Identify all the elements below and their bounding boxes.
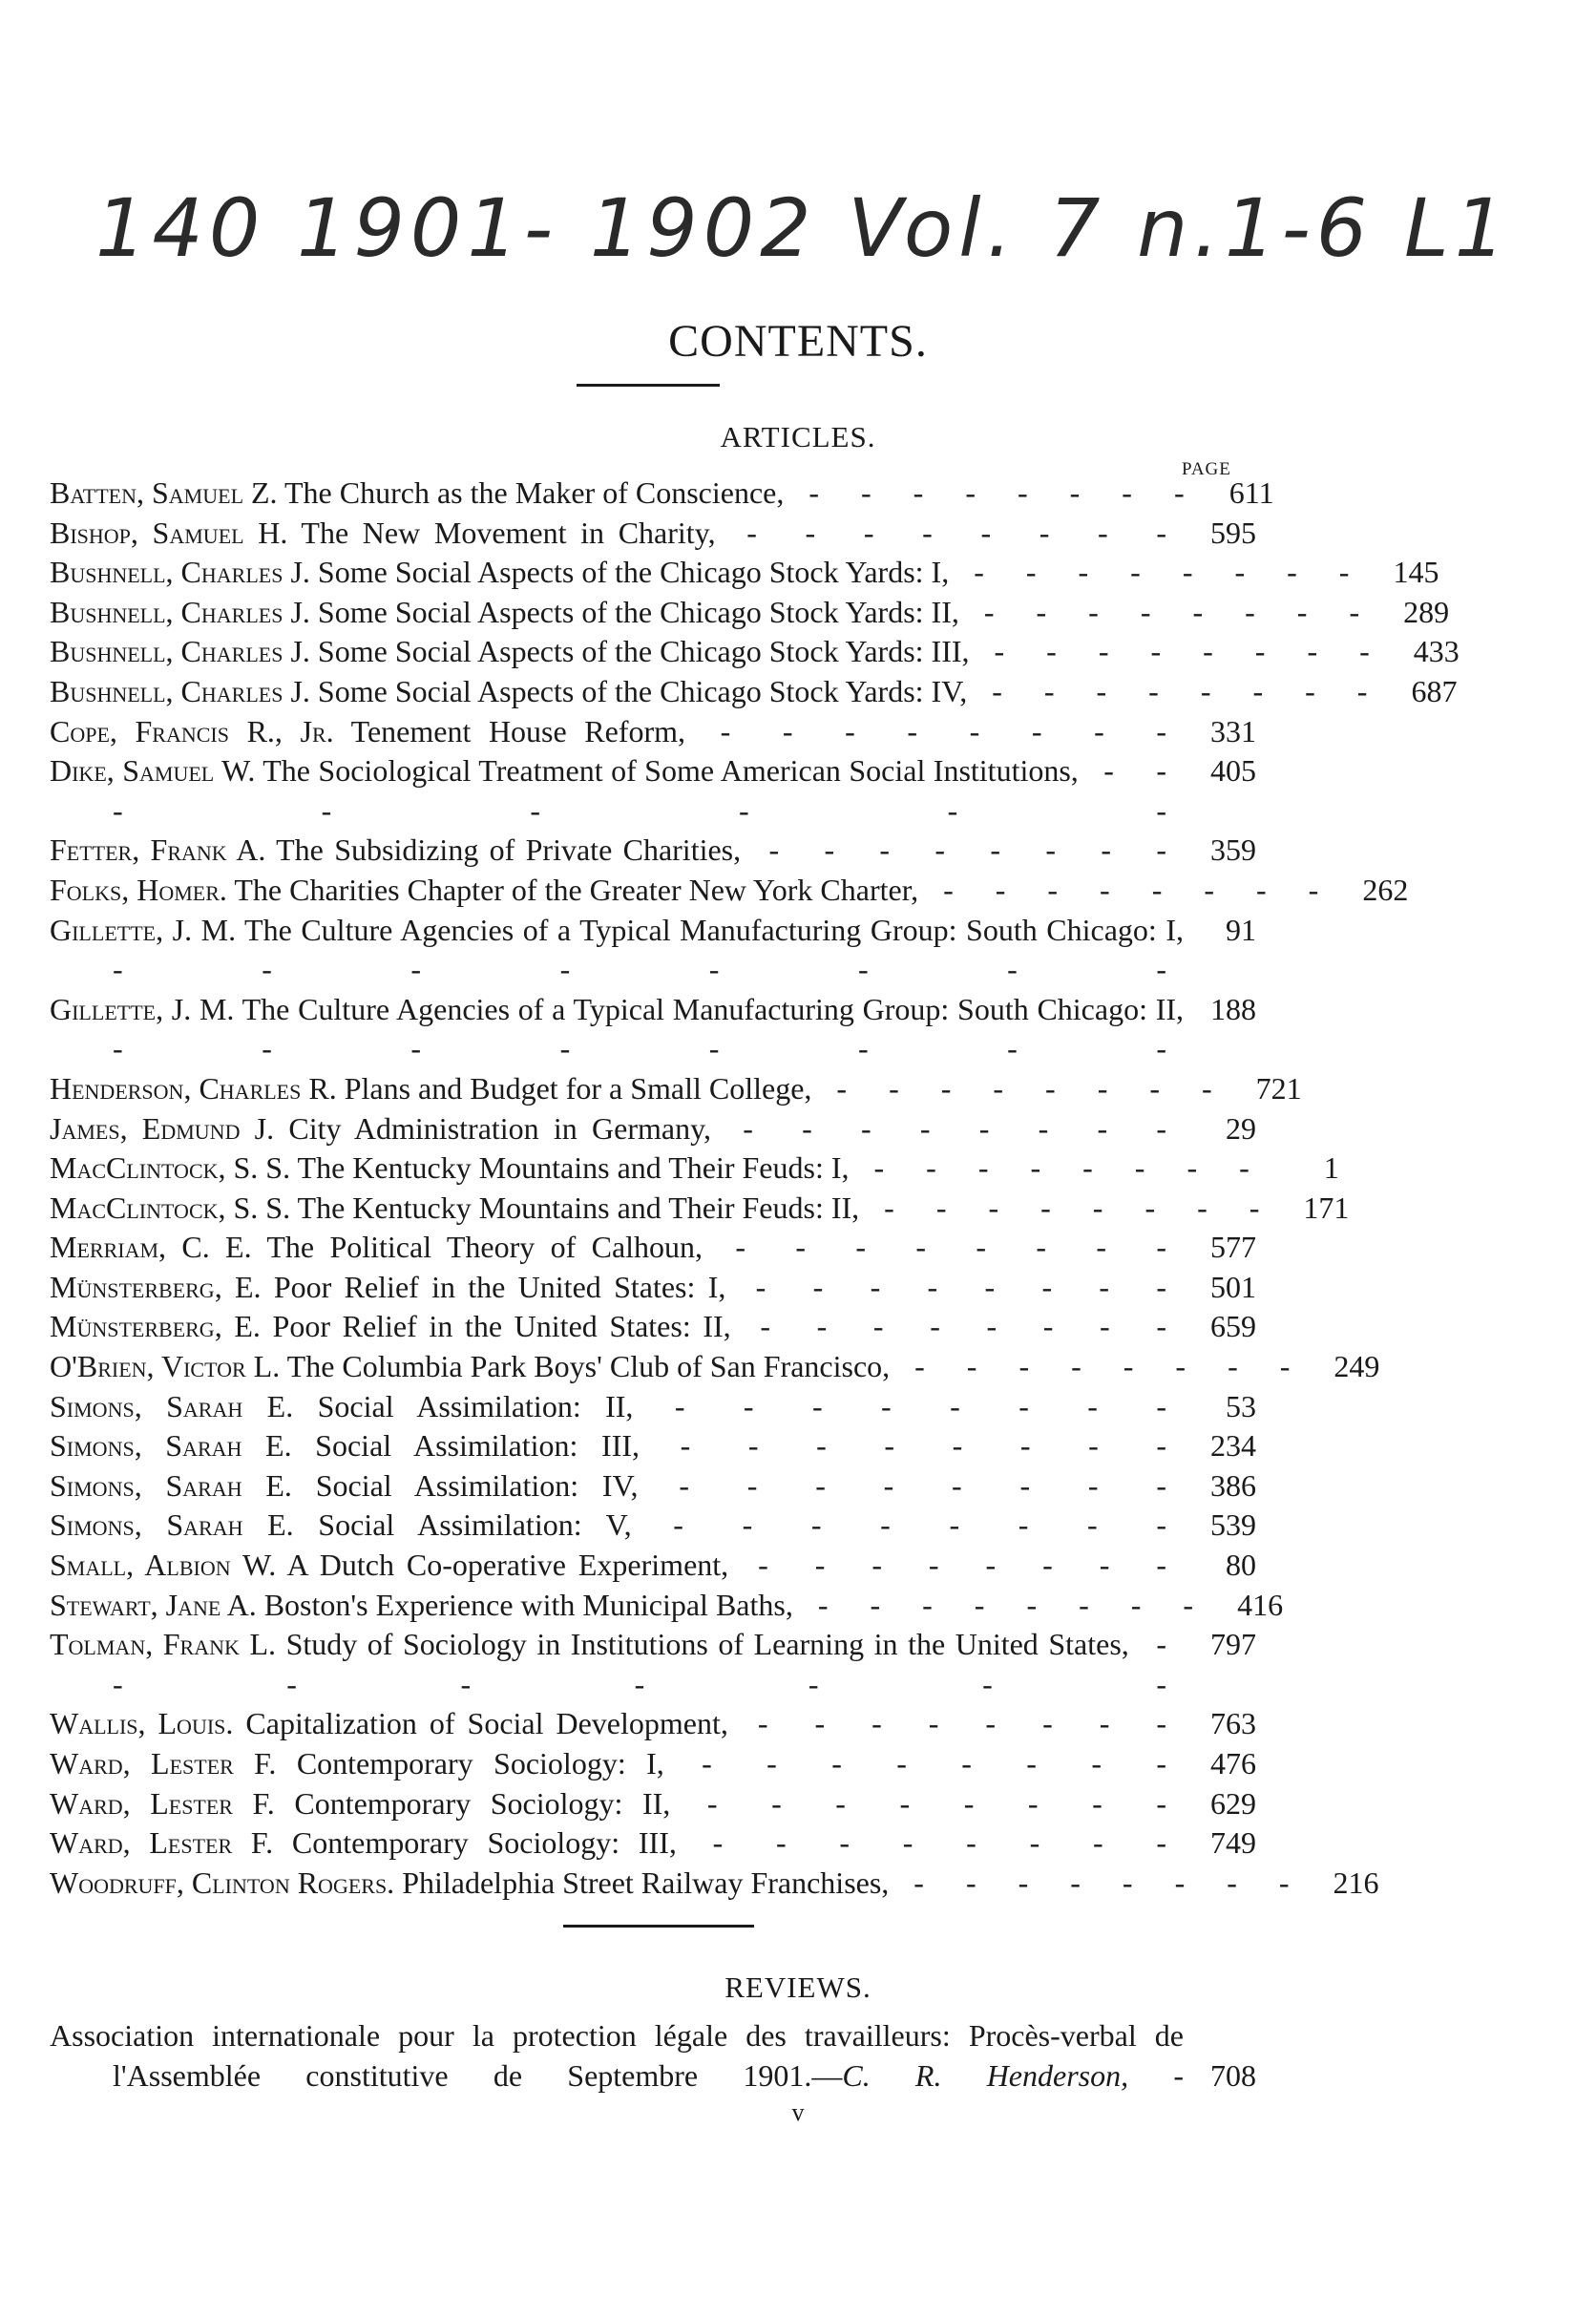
article-title: The Columbia Park Boys' Club of San Francisco, <box>286 1349 891 1384</box>
article-author: Bushnell, Charles J. <box>50 555 310 590</box>
dash-leader: - - - - - - - - <box>859 1190 1277 1225</box>
article-page-number: 416 <box>1237 1587 1284 1622</box>
page-column-label: PAGE <box>1182 459 1231 479</box>
article-title: A Dutch Co-operative Experiment, <box>286 1548 729 1583</box>
article-title: Some Social Aspects of the Chicago Stock Yards: III, <box>317 634 970 669</box>
article-page-number: 611 <box>1228 475 1274 510</box>
review-title: Association internationale pour la protection légale des travailleurs: Procès-verbal de l'Assemblée constitutive de Septembre 1901.— <box>50 2018 1184 2093</box>
article-entry <box>50 1189 1350 1229</box>
article-title: Contemporary Sociology: I, <box>296 1746 664 1781</box>
dash-leader: - - - - - - - - <box>967 673 1385 708</box>
article-title: The Political Theory of Calhoun, <box>266 1230 704 1265</box>
article-title: Social Assimilation: III, <box>315 1428 640 1464</box>
article-page-number: 216 <box>1333 1865 1379 1900</box>
article-page-number: 1 <box>1323 1150 1339 1186</box>
article-description <box>50 1586 1210 1626</box>
dash-leader: - - - - - - - - <box>725 1269 1185 1304</box>
dash-leader: - - - - - - - - <box>730 1309 1185 1344</box>
dash-leader: - - - - - - - - <box>958 594 1377 629</box>
article-entry <box>50 1228 1256 1268</box>
dash-leader: - - - - - - - - <box>113 753 1185 828</box>
article-author: Simons, Sarah E. <box>50 1428 292 1464</box>
article-description <box>50 1109 1184 1149</box>
dash-leader: - - - - - - - - <box>728 1548 1185 1583</box>
article-description <box>50 1268 1184 1308</box>
article-description <box>50 1704 1184 1744</box>
dash-leader: - - - - - - - - <box>811 1070 1229 1106</box>
article-description <box>50 1744 1184 1784</box>
article-title: Contemporary Sociology: III, <box>291 1825 677 1861</box>
article-entry <box>50 1823 1256 1864</box>
article-title: The Church as the Maker of Conscience, <box>284 475 785 510</box>
article-page-number: 29 <box>1226 1110 1256 1146</box>
article-description <box>50 672 1384 712</box>
dash-leader: - - - - - - - - <box>685 713 1185 748</box>
title-rule <box>577 384 720 387</box>
article-description <box>50 1307 1184 1347</box>
article-author: Fetter, Frank A. <box>50 832 266 868</box>
article-description <box>50 593 1376 633</box>
review-reviewer: C. R. Henderson, <box>842 2057 1129 2093</box>
dash-leader: - - - - - - - - <box>889 1865 1307 1900</box>
article-title: City Administration in Germany, <box>288 1110 711 1146</box>
article-page-number: 433 <box>1413 634 1460 669</box>
article-page-number: 629 <box>1210 1785 1256 1821</box>
dash-leader: - - - - - - - - <box>890 1349 1308 1384</box>
article-description <box>50 474 1202 514</box>
article-description <box>50 1228 1184 1268</box>
article-author: Simons, Sarah E. <box>50 1507 294 1543</box>
dash-leader: - - - - - - - - <box>784 475 1202 510</box>
page-folio: v <box>791 2098 805 2126</box>
article-page-number: 659 <box>1210 1309 1256 1344</box>
articles-heading: ARTICLES. <box>720 420 876 453</box>
article-description <box>50 871 1335 911</box>
article-description <box>50 514 1184 554</box>
dash-leader: - - - - - - - - <box>631 1507 1185 1543</box>
article-description <box>50 1784 1184 1824</box>
article-author: Batten, Samuel Z. <box>50 475 278 510</box>
handwritten-call-number: 140 1901- 1902 Vol. 7 n.1-6 L1 <box>95 181 1512 275</box>
article-entry <box>50 1506 1256 1546</box>
article-page-number: 687 <box>1411 673 1458 708</box>
article-description <box>50 1864 1307 1904</box>
article-page-number: 289 <box>1403 594 1450 629</box>
article-title: The Charities Chapter of the Greater New York Charter, <box>234 872 919 907</box>
article-title: Social Assimilation: IV, <box>315 1467 639 1503</box>
article-title: Capitalization of Social Development, <box>245 1706 728 1741</box>
article-page-number: 249 <box>1334 1349 1380 1384</box>
article-entry <box>50 831 1256 871</box>
dash-leader: - - - - - - - - <box>676 1825 1185 1861</box>
article-page-number: 749 <box>1210 1825 1256 1861</box>
article-entry <box>50 1466 1256 1507</box>
article-description <box>50 1387 1184 1427</box>
article-description <box>50 1823 1184 1864</box>
article-description <box>50 1347 1307 1387</box>
article-entry <box>50 911 1256 990</box>
article-page-number: 359 <box>1210 832 1256 868</box>
article-entry <box>50 593 1450 633</box>
article-author: Woodruff, Clinton Rogers. <box>50 1865 395 1900</box>
article-page-number: 405 <box>1210 753 1256 789</box>
article-description <box>50 1466 1184 1507</box>
article-author: Tolman, Frank L. <box>50 1627 276 1662</box>
article-author: Münsterberg, E. <box>50 1269 262 1304</box>
article-author: Münsterberg, E. <box>50 1309 261 1344</box>
reviews-heading: REVIEWS. <box>724 1970 872 2004</box>
section-rule <box>563 1925 754 1928</box>
article-title: The Culture Agencies of a Typical Manufacturing Group: South Chicago: I, <box>244 912 1185 947</box>
article-title: Social Assimilation: V, <box>318 1507 632 1543</box>
article-author: Cope, Francis R., Jr. <box>50 713 334 748</box>
review-description <box>50 2016 1184 2096</box>
article-entry <box>50 1268 1256 1308</box>
article-description <box>50 1506 1184 1546</box>
dash-leader: - - - - - - - - <box>638 1467 1184 1503</box>
review-page-number: 708 <box>1210 2057 1256 2093</box>
article-entry <box>50 632 1460 672</box>
article-page-number: 721 <box>1255 1070 1302 1106</box>
dash-leader: - - - - - - - - <box>640 1428 1184 1464</box>
dash-leader: - - - - - - - - <box>969 634 1387 669</box>
article-author: Henderson, Charles R. <box>50 1070 337 1106</box>
article-description <box>50 1069 1229 1109</box>
article-entry <box>50 871 1409 911</box>
article-entry <box>50 514 1256 554</box>
article-page-number: 331 <box>1210 713 1256 748</box>
article-author: Ward, Lester F. <box>50 1785 275 1821</box>
dash-leader: - - - - - - - - <box>703 1230 1185 1265</box>
article-page-number: 577 <box>1210 1230 1256 1265</box>
article-author: Small, Albion W. <box>50 1548 277 1583</box>
article-title: Some Social Aspects of the Chicago Stock Yards: IV, <box>317 673 968 708</box>
article-title: The Culture Agencies of a Typical Manufacturing Group: South Chicago: II, <box>242 991 1185 1026</box>
article-description <box>50 712 1184 752</box>
article-author: Bushnell, Charles J. <box>50 673 310 708</box>
article-entry <box>50 1546 1256 1586</box>
article-entry <box>50 1586 1284 1626</box>
dash-leader: - - - - - - - - <box>741 832 1184 868</box>
article-title: Study of Sociology in Institutions of Learning in the United States, <box>285 1627 1129 1662</box>
article-author: James, Edmund J. <box>50 1110 275 1146</box>
article-author: O'Brien, Victor L. <box>50 1349 281 1384</box>
article-page-number: 188 <box>1210 991 1256 1026</box>
article-page-number: 501 <box>1210 1269 1256 1304</box>
dash-leader: - - - - - - - - <box>113 952 1184 987</box>
article-author: Ward, Lester F. <box>50 1746 277 1781</box>
article-author: Merriam, C. E. <box>50 1230 252 1265</box>
article-page-number: 476 <box>1210 1746 1256 1781</box>
article-author: Simons, Sarah E. <box>50 1467 292 1503</box>
review-entry <box>50 2016 1256 2096</box>
article-author: Bushnell, Charles J. <box>50 594 310 629</box>
dash-leader: - - - - - - - - <box>670 1785 1185 1821</box>
article-page-number: 145 <box>1393 555 1439 590</box>
article-page-number: 234 <box>1210 1428 1256 1464</box>
article-title: Philadelphia Street Railway Franchises, <box>402 1865 890 1900</box>
article-title: Social Assimilation: II, <box>317 1388 634 1423</box>
article-title: The Subsidizing of Private Charities, <box>276 832 742 868</box>
article-entry <box>50 553 1439 593</box>
article-author: Dike, Samuel W. <box>50 753 256 789</box>
article-entry <box>50 1347 1380 1387</box>
article-description <box>50 990 1184 1069</box>
dash-leader: - - - - - - - - <box>633 1388 1184 1423</box>
article-author: Ward, Lester F. <box>50 1825 274 1861</box>
article-entry <box>50 1387 1256 1427</box>
article-entry <box>50 1069 1302 1109</box>
article-entry <box>50 1109 1256 1149</box>
article-description <box>50 1426 1184 1466</box>
article-author: MacClintock, S. S. <box>50 1190 291 1225</box>
article-entry <box>50 1784 1256 1824</box>
article-title: The Kentucky Mountains and Their Feuds: I, <box>297 1150 850 1186</box>
article-entry <box>50 672 1458 712</box>
article-title: Some Social Aspects of the Chicago Stock Yards: II, <box>317 594 959 629</box>
article-entry <box>50 751 1256 831</box>
article-author: Folks, Homer. <box>50 872 227 907</box>
article-description <box>50 553 1366 593</box>
article-entry <box>50 1864 1379 1904</box>
article-page-number: 80 <box>1226 1548 1256 1583</box>
dash-leader: - - - - - - - - <box>113 1627 1185 1701</box>
article-page-number: 386 <box>1210 1467 1256 1503</box>
dash-leader: - - - - - - - - <box>949 555 1367 590</box>
article-author: MacClintock, S. S. <box>50 1150 291 1186</box>
article-page-number: 53 <box>1226 1388 1256 1423</box>
dash-leader: - <box>1128 2057 1185 2093</box>
article-page-number: 262 <box>1362 872 1409 907</box>
article-author: Stewart, Jane A. <box>50 1587 257 1622</box>
article-entry <box>50 1307 1256 1347</box>
article-description <box>50 911 1184 990</box>
article-author: Bushnell, Charles J. <box>50 634 310 669</box>
article-page-number: 595 <box>1210 515 1256 550</box>
article-description <box>50 1189 1276 1229</box>
article-entry <box>50 990 1256 1069</box>
dash-leader: - - - - - - - - <box>727 1706 1184 1741</box>
article-description <box>50 632 1387 672</box>
article-page-number: 91 <box>1226 912 1256 947</box>
article-author: Wallis, Louis. <box>50 1706 234 1741</box>
dash-leader: - - - - - - - - <box>113 1031 1184 1066</box>
article-page-number: 539 <box>1210 1507 1256 1543</box>
article-entry <box>50 1704 1256 1744</box>
article-title: Plans and Budget for a Small College, <box>344 1070 812 1106</box>
article-entry <box>50 1148 1339 1189</box>
article-author: Simons, Sarah E. <box>50 1388 294 1423</box>
reviews-list <box>50 2016 1256 2096</box>
article-title: Contemporary Sociology: II, <box>294 1785 671 1821</box>
article-entry <box>50 712 1256 752</box>
article-author: Gillette, J. M. <box>50 991 235 1026</box>
article-title: Poor Relief in the United States: I, <box>273 1269 726 1304</box>
article-page-number: 171 <box>1303 1190 1350 1225</box>
article-entry <box>50 1744 1256 1784</box>
page-title: CONTENTS. <box>668 316 928 367</box>
article-description <box>50 1625 1184 1704</box>
article-title: Poor Relief in the United States: II, <box>272 1309 731 1344</box>
article-author: Bishop, Samuel H. <box>50 515 288 550</box>
dash-leader: - - - - - - - - <box>918 872 1336 907</box>
article-title: Tenement House Reform, <box>350 713 686 748</box>
dash-leader: - - - - - - - - <box>715 515 1185 550</box>
article-description <box>50 1546 1184 1586</box>
article-description <box>50 1148 1267 1189</box>
article-description <box>50 751 1184 831</box>
article-title: Some Social Aspects of the Chicago Stock Yards: I, <box>317 555 950 590</box>
article-entry <box>50 1625 1256 1704</box>
article-title: The Kentucky Mountains and Their Feuds: II, <box>297 1190 860 1225</box>
dash-leader: - - - - - - - - <box>849 1150 1267 1186</box>
dash-leader: - - - - - - - - <box>711 1110 1184 1146</box>
article-page-number: 797 <box>1210 1627 1256 1662</box>
article-author: Gillette, J. M. <box>50 912 237 947</box>
article-entry <box>50 1426 1256 1466</box>
articles-list <box>50 474 1460 1903</box>
dash-leader: - - - - - - - - <box>792 1587 1211 1622</box>
article-description <box>50 831 1184 871</box>
article-entry <box>50 474 1274 514</box>
article-title: The Sociological Treatment of Some American Social Institutions, <box>262 753 1079 789</box>
article-page-number: 763 <box>1210 1706 1256 1741</box>
dash-leader: - - - - - - - - <box>663 1746 1185 1781</box>
article-title: Boston's Experience with Municipal Baths, <box>263 1587 793 1622</box>
article-title: The New Movement in Charity, <box>301 515 716 550</box>
